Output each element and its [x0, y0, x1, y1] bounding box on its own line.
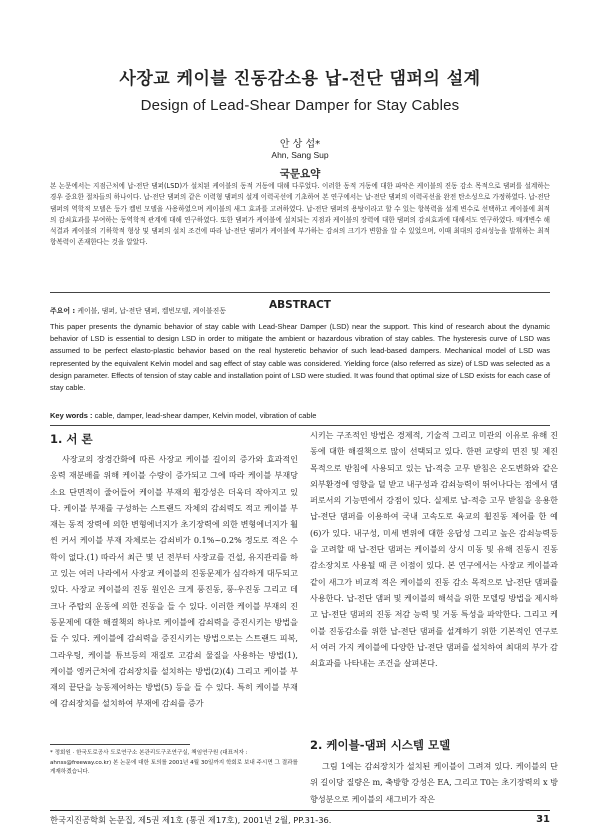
title-english: Design of Lead-Shear Damper for Stay Cables: [140, 97, 460, 114]
author-korean: 안 상 섭*: [279, 139, 321, 150]
page-number: 31: [536, 814, 550, 825]
right-column-body: [310, 427, 558, 711]
keywords-korean-text: 케이블, 댐퍼, 납-전단 댐퍼, 켈빈모델, 케이블진동: [77, 307, 226, 315]
keywords-english: [50, 411, 550, 420]
section-1-body: [50, 451, 298, 741]
keywords-english-text: cable, damper, lead-shear damper, Kelvin model, vibration of cable: [94, 411, 317, 420]
section-1-heading: 1. 서 론: [50, 432, 93, 446]
section-1-paragraph: 사장교의 장경간화에 따른 사장교 케이블 길이의 증가와 효과적인 응력 재분배를 위해 케이블 수량이 증가되고 그에 따라 케이블 부재당 소요 단면적이 줄어들어 케이블 부재의 휨강성은 더욱더 작아지고 있다. 케이블 부재를 구성하는 스트랜드 자체의 감쇠력도 적고 케이블 부재는 동적 장력에 의한 변형에너지가 초기장력에 의한 변형에너지가 훨씬 커서 케이블 부재 자체로는 감쇠비가 0.1%~0.2% 정도로 적은 수학이 없다.(1) 따라서 최근 몇 년 전부터 사장교를 건설, 유지관리를 하고 있는 여러 나라에서 사장교 케이블의 진동문제가 심각하게 대두되고 있다. 사장교 케이블의 진동 원인은 크게 풍진동, 풍-우진동 그리고 데크나 주탑의 운동에 의한 진동을 들 수 있다. 이러한 케이블 부재의 진동문제에 대한 해결책의 하나로 케이블에 감쇠력을 증진시키는 방법을 들 수 있다. 케이블에 감쇠력을 증진시키는 방법으로는 스트랜드 피복, 그라우팅, 케이블 튜브등의 재질로 고감쇠 물질을 사용하는 방법(1), 케이블 엥커근처에 감쇠장치를 설치하는 방법(2)(4) 그리고 케이블 부재의 끝단을 능동제어하는 방법(5) 등을 들 수 있다. 특히 케이블 부재에 감쇠장치를 설치하여 부재에 감쇠를 증가: [50, 454, 298, 709]
page-footer: [50, 810, 550, 826]
footnote: * 정회원 · 한국도로공사 도로연구소 본관리도구조연구실, 책임연구원 (대표저자 : ahnss@freeway.co.kr) 본 논문에 대한 토의를 2001년 4월 30일까지 학회로 보내 주시면 그 결과를 게재하겠습니다.: [50, 750, 298, 776]
divider-bottom: [50, 425, 550, 426]
abstract-english-heading: ABSTRACT: [269, 299, 331, 311]
author-english: Ahn, Sang Sup: [271, 150, 329, 160]
abstract-korean-heading: 국문요약: [279, 168, 321, 180]
title-korean: 사장교 케이블 진동감소용 납-전단 댐퍼의 설계: [119, 69, 481, 89]
keywords-korean-label: 주요어 :: [50, 307, 76, 315]
keywords-english-label: Key words :: [50, 411, 93, 420]
section-2-paragraph: 그림 1에는 감쇠장치가 설치된 케이블이 그려져 있다. 케이블의 단위 길이당 질량은 m, 축방향 강성은 EA, 그리고 T0는 초기장력의 x 방향성분으로 케이블의 새그비가 작은: [310, 761, 558, 804]
divider-top: [50, 292, 550, 293]
footnote-rule: [50, 744, 190, 745]
right-column-paragraph: 시키는 구조적인 방법은 경제적, 기술적 그리고 미관의 이유로 유해 진동에 대한 해결책으로 많이 선택되고 있다. 한편 교량의 면진 및 제진 목적으로 받침에 사용되고 있는 납-적층 고무 받침은 온도변화와 같은 외부환경에 영향을 덜 받고 내구성과 감쇠능력이 뛰어나다는 점에서 댐퍼로서의 기능면에서 강점이 있다. 실제로 납-적층 고무 받침을 응용한 납-전단 댐퍼를 이용하여 국내 고속도로 육교의 휨진동 제어를 한 예(6)가 있다. 내구성, 미세 변위에 대한 응답성 그리고 높은 감쇠능력등을 고려할 때 납-전단 댐퍼는 케이블의 상시 미동 및 유해 진동시 진동 감소장치로 사용될 때 큰 이점이 있다. 본 연구에서는 사장교 케이블과 같이 새그가 비교적 적은 케이블의 진동 감소 목적으로 납-전단 댐퍼를 사용한다. 납-전단 댐퍼 및 케이블의 해석을 위한 모델링 방법을 제시하고 납-전단 댐퍼의 진동 저감 능력 및 거동 특성을 파악한다. 그리고 케이블 진동감소를 위한 납-전단 댐퍼를 설계하기 위한 기본적인 연구로서 여러 가지 케이블에 다양한 납-전단 댐퍼를 설치하여 최대의 부가 감쇠효과를 나타내는 조건을 살펴본다.: [310, 430, 558, 669]
abstract-english: This paper presents the dynamic behavior of stay cable with Lead-Shear Damper (LSD) near the support. This kind of research about the dynamic behavior of LSD is essential to design LSD in order to mitigate the ambient or hazardous vibration of stay cables. The hysteresis curve of LSD was assumed to be perfect elasto-plastic behavior based on the real hysteretic behavior of such lead-based dampers. Mechanical model of LSD was represented by the equivalent Kelvin model and sag effect of stay cable was considered. Yielding force (also referred as size) of LSD was selected as a design parameter. Effects of tension of stay cable and installation point of LSD were studied. It was found that optimal size of LSD exists for each case of stay cable.: [50, 322, 550, 393]
section-2-heading: 2. 케이블-댐퍼 시스템 모델: [310, 738, 451, 752]
abstract-korean: 본 논문에서는 지점근처에 납-전단 댐퍼(LSD)가 설치된 케이블의 동적 거동에 대해 다루었다. 이러한 동적 거동에 대한 파악은 케이블의 진동 감소 목적으로 댐퍼를 설계하는 경우 중요한 절차들의 하나이다. 납-전단 댐퍼의 같은 이력형 댐퍼의 설계 이력곡선에 기초하여 본 연구에서는 납-전단 댐퍼의 이력곡선을 완전 탄소성으로 가정하였다. 납-전단 댐퍼의 역학적 모델은 등가 켈빈 모델을 사용하였으며 케이블의 새그 효과를 고려하였다. 납-전단 댐퍼의 용탕이라고 할 수 있는 항복력을 설계 변수로 선택하고 케이블에 최적의 감쇠효과를 부여하는 동역학적 관계에 대해 연구하였다. 또한 댐퍼가 케이블에 설치되는 지점과 케이블의 장력에 대한 댐퍼의 감쇠효과에 대해서도 연구하였다. 매개변수 해석결과 케이블의 기하학적 형상 및 댐퍼의 설치 조건에 따라 납-전단 댐퍼가 케이블에 부가하는 감쇠의 크기가 변함을 알 수 있었으며, 이때 최대의 감쇠성능을 발휘하는 최적 항복력이 존재한다는 것을 알았다.: [50, 182, 550, 247]
footer-journal: 한국지진공학회 논문집, 제5권 제1호 (통권 제17호), 2001년 2월, PP.31-36.: [50, 815, 332, 825]
